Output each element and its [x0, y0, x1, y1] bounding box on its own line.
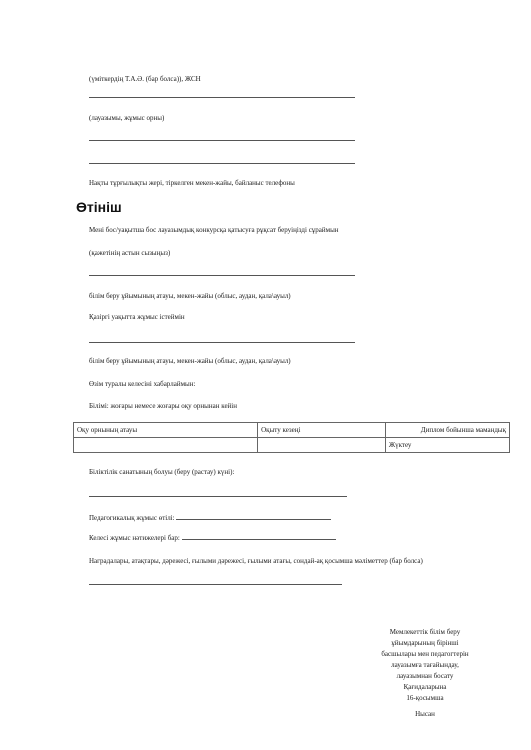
annex-line: 16-қосымша — [406, 694, 444, 702]
upload-link[interactable]: Жүктеу — [385, 438, 509, 453]
table-cell-institution[interactable] — [74, 438, 258, 453]
address-label: Нақты тұрғылықты жері, тіркелген мекен-жайы, байланыс телефоны — [89, 179, 295, 187]
education-label: Білімі: жоғары немесе жоғары оқу орнынан кейін — [89, 402, 237, 410]
education-table — [73, 422, 510, 453]
work-results-row — [89, 534, 336, 543]
table-header-period: Оқыту кезеңі — [258, 423, 386, 438]
position-label: (лауазымы, жұмыс орны) — [89, 114, 165, 122]
annex-line: басшылары мен педагогтерін — [381, 650, 469, 658]
form-label: Нысан — [415, 710, 435, 718]
organization-line-1[interactable] — [89, 275, 355, 276]
underline-hint: (қажетінің астын сызыңыз) — [89, 249, 171, 257]
annex-note — [370, 627, 480, 720]
organization-label-1: білім беру ұйымының атауы, мекен-жайы (облыс, аудан, қала\ауыл) — [89, 292, 291, 300]
position-line-1[interactable] — [89, 140, 355, 141]
awards-label: Наградалары, атақтары, дәрежесі, ғылыми дәрежесі, ғылыми атағы, сондай-ақ қосымша мәліметтер (бар болса) — [89, 557, 423, 565]
annex-line: ұйымдарының бірінші — [391, 639, 459, 647]
about-self-label: Өзім туралы келесіні хабарлаймын: — [89, 380, 196, 388]
awards-line[interactable] — [89, 584, 342, 585]
table-header-institution: Оқу орнының атауы — [74, 423, 258, 438]
table-header-row — [74, 423, 510, 438]
organization-line-2[interactable] — [89, 342, 355, 343]
work-results-field[interactable] — [182, 539, 336, 540]
ped-experience-label: Педагогикалық жұмыс өтілі: — [89, 514, 175, 522]
table-cell-period[interactable] — [258, 438, 386, 453]
request-text: Мені бос/уақытша бос лауазымдық конкурсқа қатысуға рұқсат беруіңізді сұраймын — [89, 226, 339, 234]
annex-line: лауазымнан босату — [396, 672, 454, 680]
annex-line: Қағидаларына — [403, 683, 447, 691]
annex-line: Мемлекеттік білім беру — [389, 628, 461, 636]
applicant-line[interactable] — [89, 97, 355, 98]
organization-label-2: білім беру ұйымының атауы, мекен-жайы (облыс, аудан, қала\ауыл) — [89, 357, 291, 365]
position-line-2[interactable] — [89, 163, 355, 164]
ped-experience-field[interactable] — [176, 519, 331, 520]
table-row — [74, 438, 510, 453]
qualification-line[interactable] — [89, 496, 347, 497]
ped-experience-row — [89, 514, 331, 523]
work-results-label: Келесі жұмыс нәтижелері бар: — [89, 534, 180, 542]
current-work-label: Қазіргі уақытта жұмыс істеймін — [89, 313, 185, 321]
annex-line: лауазымға тағайындау, — [391, 661, 459, 669]
table-header-specialty: Диплом бойынша мамандық — [385, 423, 509, 438]
applicant-label: (үміткердің Т.А.Ә. (бар болса)), ЖСН — [89, 75, 201, 83]
qualification-label: Біліктілік санатының болуы (беру (растау) күні): — [89, 468, 235, 476]
document-title: Өтініш — [76, 199, 122, 215]
